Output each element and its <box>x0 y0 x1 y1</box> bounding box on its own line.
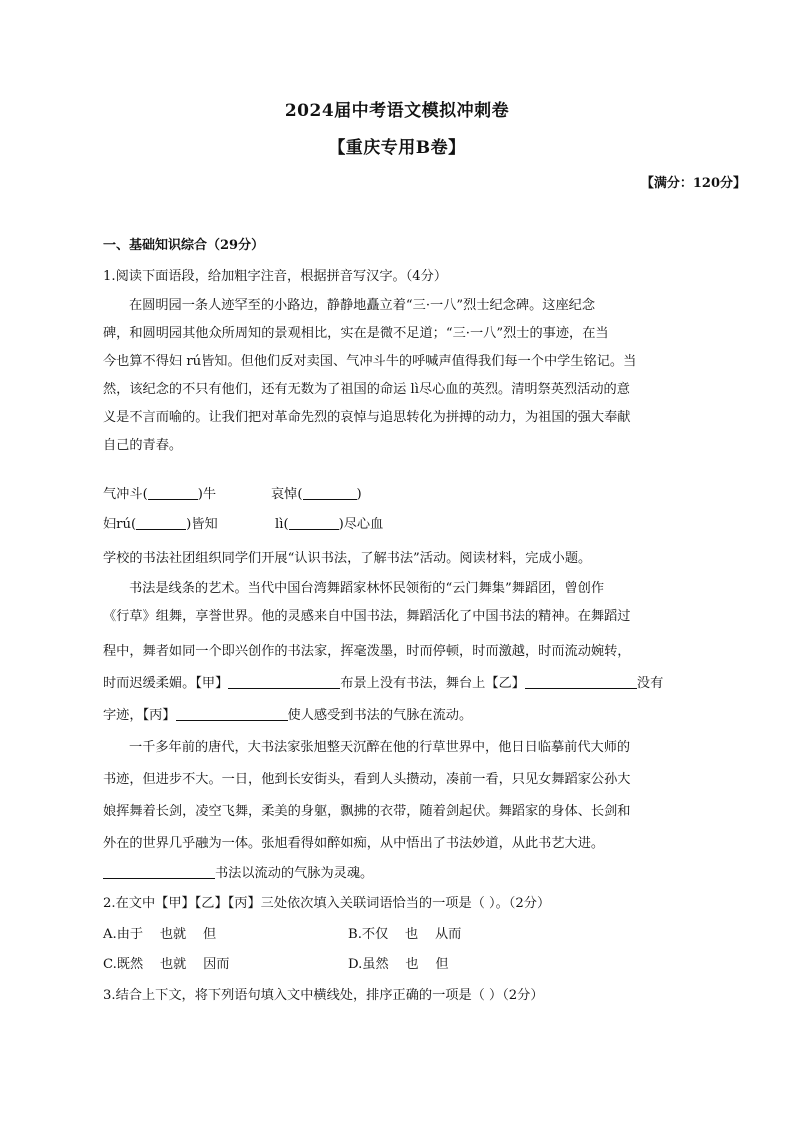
passage-line: 《行草》组舞，享誉世界。他的灵感来自中国书法，舞蹈活化了中国书法的精神。在舞蹈过 <box>103 609 631 624</box>
paragraph-line: 义是不言而喻的。让我们把对革命先烈的哀悼与追思转化为拼搏的动力，为祖国的强大奉献 <box>103 410 631 425</box>
passage-line: 程中，舞者如同一个即兴创作的书法家，挥毫泼墨，时而停顿，时而激越，时而流动婉转， <box>103 644 631 659</box>
passage-line: 书法是线条的艺术。当代中国台湾舞蹈家林怀民领衔的“云门舞集”舞蹈团，曾创作 <box>129 581 605 596</box>
passage-intro: 学校的书法社团组织同学们开展“认识书法，了解书法”活动。阅读材料，完成小题。 <box>103 551 592 566</box>
passage-line-with-blank <box>103 864 373 884</box>
text-segment: 使人感受到书法的气脉在流动。 <box>287 708 473 723</box>
paragraph-line: 在圆明园一条人迹罕至的小路边，静静地矗立着“三·一八”烈士纪念碑。这座纪念 <box>129 298 596 313</box>
paren-open: ( <box>131 517 137 532</box>
exam-title: 2024届中考语文模拟冲刺卷 <box>284 101 510 121</box>
option-a[interactable]: A.由于 也就 但 <box>103 927 217 942</box>
text-segment: 时而迟缓柔媚。【甲】 <box>103 676 229 691</box>
answer-item-2 <box>271 485 362 505</box>
passage-line: 娘挥舞着长剑，凌空飞舞，柔美的身躯，飘拂的衣带，随着剑起伏。舞蹈家的身体、长剑和 <box>103 804 631 819</box>
answer-blank[interactable] <box>289 515 339 530</box>
question-1-prompt: 1.阅读下面语段，给加粗字注音，根据拼音写汉字。（4分） <box>103 269 448 284</box>
text-segment: 字迹，【丙】 <box>103 708 176 723</box>
item-1-after: 牛 <box>202 487 217 502</box>
passage-line: 书迹，但进步不大。一日，他到长安街头，看到人头攒动，凑前一看，只见女舞蹈家公孙大 <box>103 772 631 787</box>
item-3-text: 妇rú <box>103 517 131 532</box>
question-2-prompt: 2.在文中【甲】【乙】【丙】三处依次填入关联词语恰当的一项是（ ）。（2分） <box>103 896 551 911</box>
answer-blank[interactable] <box>148 485 198 500</box>
item-1-text: 气冲斗 <box>103 487 143 502</box>
paren-open: ( <box>142 487 148 502</box>
answer-item-3 <box>103 515 218 535</box>
paragraph-line: 碑，和圆明园其他众所周知的景观相比，实在是微不足道；“三·一八”烈士的事迹，在当 <box>103 326 609 341</box>
answer-item-4 <box>275 515 383 535</box>
item-4-after: 尽心血 <box>343 517 384 532</box>
passage-line: 一千多年前的唐代，大书法家张旭整天沉醉在他的行草世界中，他日日临摹前代大师的 <box>129 740 631 755</box>
paren-open: ( <box>297 487 303 502</box>
option-b[interactable]: B.不仅 也 从而 <box>348 927 462 942</box>
paren-close: ) <box>197 487 203 502</box>
section-heading: 一、基础知识综合（29分） <box>103 238 265 253</box>
item-3-after: 皆知 <box>191 517 218 532</box>
paragraph-line: 然，该纪念的不只有他们，还有无数为了祖国的命运 lì尽心血的英烈。清明祭英烈活动的意 <box>103 382 630 397</box>
option-d[interactable]: D.虽然 也 但 <box>348 957 449 972</box>
fill-blank-jia[interactable] <box>228 674 340 689</box>
full-score: 【满分：120分】 <box>640 176 746 191</box>
item-2-text: 哀悼 <box>271 487 298 502</box>
paragraph-line: 自己的青春。 <box>103 438 183 453</box>
fill-blank-bing[interactable] <box>176 706 288 721</box>
fill-blank-sentence[interactable] <box>103 864 215 879</box>
paren-close: ) <box>186 517 192 532</box>
paren-close: ) <box>338 517 344 532</box>
text-segment: 书法以流动的气脉为灵魂。 <box>215 866 374 881</box>
paren-open: ( <box>283 517 289 532</box>
answer-blank[interactable] <box>136 515 186 530</box>
passage-line: 外在的世界几乎融为一体。张旭看得如醉如痴，从中悟出了书法妙道，从此书艺大进。 <box>103 836 605 851</box>
answer-item-1 <box>103 485 216 505</box>
passage-line-with-blanks <box>103 706 472 726</box>
question-3-prompt: 3.结合上下文，将下列语句填入文中横线处，排序正确的一项是（ ）（2分） <box>103 988 544 1003</box>
text-segment: 布景上没有书法，舞台上【乙】 <box>340 676 525 691</box>
exam-subtitle: 【重庆专用B卷】 <box>328 138 466 158</box>
answer-blank[interactable] <box>303 485 357 500</box>
option-c[interactable]: C.既然 也就 因而 <box>103 957 230 972</box>
item-4-text: lì <box>275 517 284 532</box>
paren-close: ) <box>356 487 362 502</box>
fill-blank-yi[interactable] <box>525 674 637 689</box>
passage-line-with-blanks <box>103 674 663 694</box>
paragraph-line: 今也算不得妇 rú皆知。但他们反对卖国、气冲斗牛的呼喊声值得我们每一个中学生铭记。当 <box>103 354 637 369</box>
text-segment: 没有 <box>636 676 664 691</box>
